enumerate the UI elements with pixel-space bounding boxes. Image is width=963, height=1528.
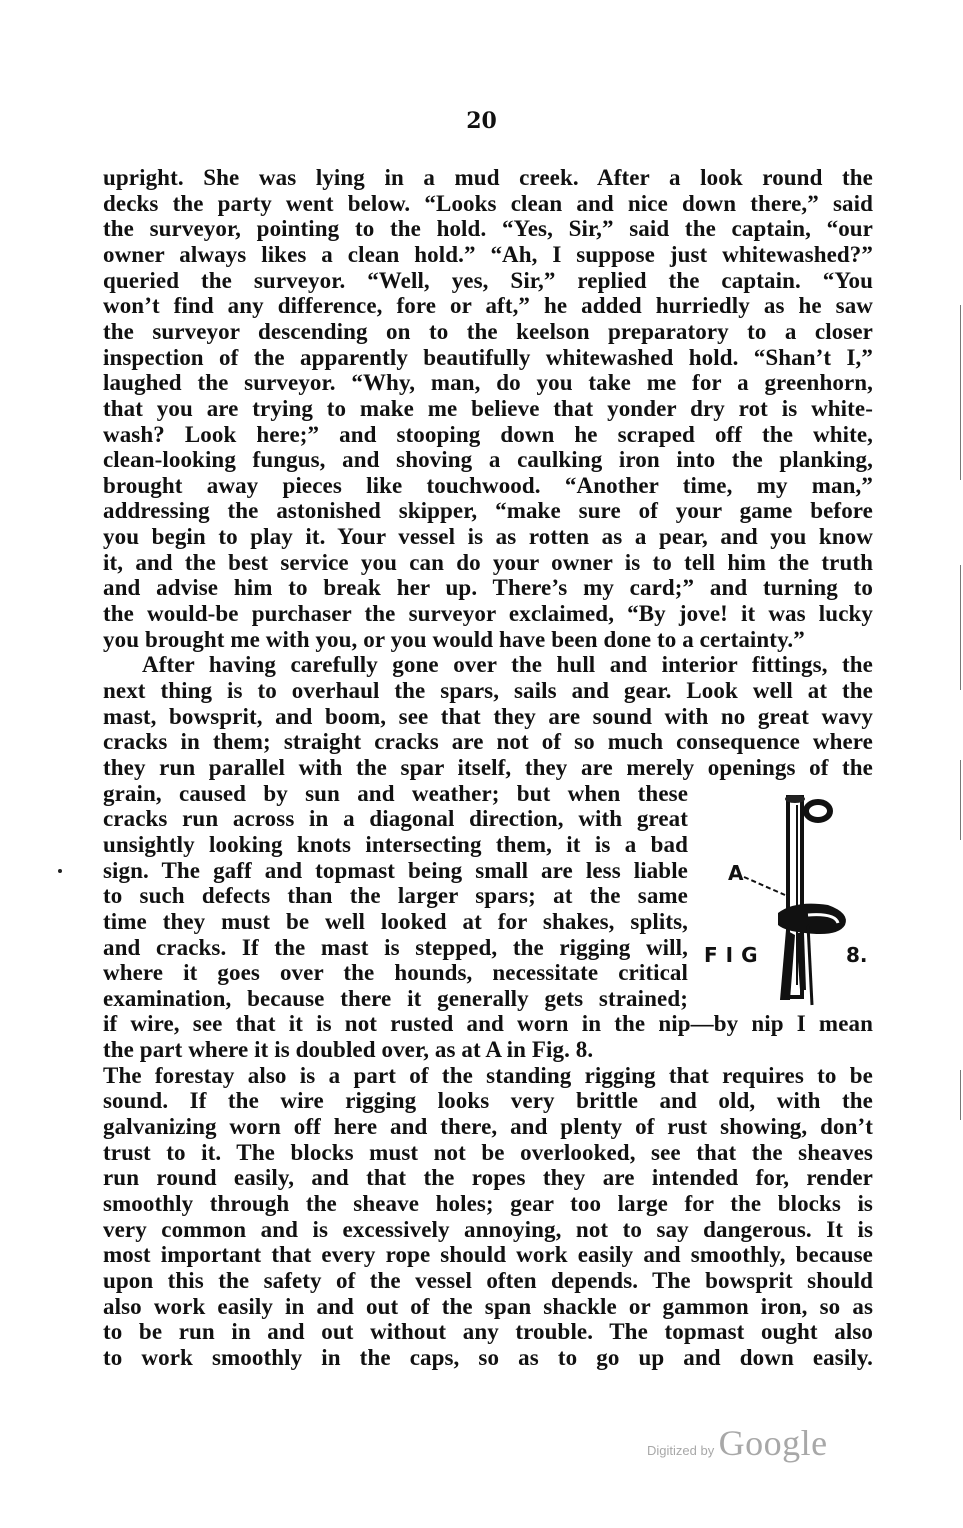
text-line: time they must be well looked at for shakes, splits, [103,908,688,934]
text-line: cracks in them; straight cracks are not of so much consequence where [103,729,873,755]
page-edge-mark [960,760,961,840]
text-line: and cracks. If the mast is stepped, the rigging will, [103,934,688,960]
text-line: won’t find any difference, fore or aft,” he added hurriedly as he saw [103,293,873,319]
google-logo: Google [718,1423,828,1463]
page-number: 20 [466,108,497,134]
text-line: galvanizing worn off here and there, and plenty of rust showing, don’t [103,1114,873,1140]
text-line: mast, bowsprit, and boom, see that they are sound with no great wavy [103,703,873,729]
text-line: you begin to play it. Your vessel is as rotten as a pear, and you know [103,524,873,550]
text-line: run round easily, and that the ropes they are intended for, render [103,1165,873,1191]
text-line: the would-be purchaser the surveyor exclaimed, “By jove! it was lucky [103,601,873,627]
text-line: After having carefully gone over the hull and interior fittings, the [142,652,873,678]
text-line: you brought me with you, or you would have been done to a certainty.” [103,626,805,652]
page-edge-mark [960,565,961,690]
text-line: they run parallel with the spar itself, they are merely openings of the [103,754,873,780]
text-line: upon this the safety of the vessel often depends. The bowsprit should [103,1267,873,1293]
digitized-by-google-watermark [647,1422,828,1464]
page-edge-mark [960,1070,961,1120]
text-line: queried the surveyor. “Well, yes, Sir,” replied the captain. “You [103,267,873,293]
text-line: to such defects than the larger spars; at the same [103,883,688,909]
text-line: most important that every rope should work easily and smoothly, because [103,1242,873,1268]
text-line: next thing is to overhaul the spars, sails and gear. Look well at the [103,678,873,703]
text-line: decks the party went below. “Looks clean and nice down there,” said [103,190,873,216]
text-line: to work smoothly in the caps, so as to go up and down easily. [103,1344,873,1370]
page-edge-mark [960,305,961,480]
text-line: the surveyor, pointing to the hold. “Yes, Sir,” said the captain, “our [103,216,873,242]
text-line: upright. She was lying in a mud creek. After a look round the [103,165,873,190]
text-line: owner always likes a clean hold.” “Ah, I suppose just whitewashed?” [103,241,873,267]
text-line: it, and the best service you can do your owner is to tell him the truth [103,549,873,575]
text-line: trust to it. The blocks must not be overlooked, see that the sheaves [103,1139,873,1165]
text-line: inspection of the apparently beautifully whitewashed hold. “Shan’t I,” [103,344,873,370]
figure-caption-number: 8. [846,943,868,967]
text-line: clean-looking fungus, and shoving a caulking iron into the planking, [103,447,873,473]
text-line: The forestay also is a part of the standing rigging that requires to be [103,1062,873,1088]
text-line: also work easily in and out of the span shackle or gammon iron, so as [103,1293,873,1319]
figure-caption-fig: FIG [704,943,766,967]
text-line: sound. If the wire rigging looks very brittle and old, with the [103,1088,873,1114]
text-line: unsightly looking knots intersecting them, it is a bad [103,831,688,857]
text-line: to be run in and out without any trouble. The topmast ought also [103,1319,873,1345]
text-line: where it goes over the hounds, necessitate critical [103,960,688,986]
text-line: wash? Look here;” and stooping down he scraped off the white, [103,421,873,447]
text-line: laughed the surveyor. “Why, man, do you take me for a greenhorn, [103,370,873,396]
scan-speck [58,869,62,873]
text-line: examination, because there it generally gets strained; [103,985,688,1011]
text-line: and advise him to break her up. There’s my card;” and turning to [103,575,873,601]
text-line: addressing the astonished skipper, “make sure of your game before [103,498,873,524]
figure-8 [700,785,880,1010]
mast-rigging-illustration-icon [700,785,880,1010]
text-line: if wire, see that it is not rusted and worn in the nip—by nip I mean [103,1011,873,1037]
text-line: grain, caused by sun and weather; but when these [103,780,688,806]
watermark-prefix: Digitized by [647,1443,715,1458]
figure-callout-a: A [728,861,744,885]
text-line: sign. The gaff and topmast being small are less liable [103,857,688,883]
text-line: cracks run across in a diagonal direction, with great [103,806,688,832]
text-line: that you are trying to make me believe that yonder dry rot is white- [103,395,873,421]
text-line: the part where it is doubled over, as at A in Fig. 8. [103,1037,594,1063]
text-line: very common and is excessively annoying, not to say dangerous. It is [103,1216,873,1242]
text-line: the surveyor descending on to the keelson preparatory to a closer [103,318,873,344]
text-line: brought away pieces like touchwood. “Another time, my man,” [103,472,873,498]
text-line: smoothly through the sheave holes; gear too large for the blocks is [103,1191,873,1216]
